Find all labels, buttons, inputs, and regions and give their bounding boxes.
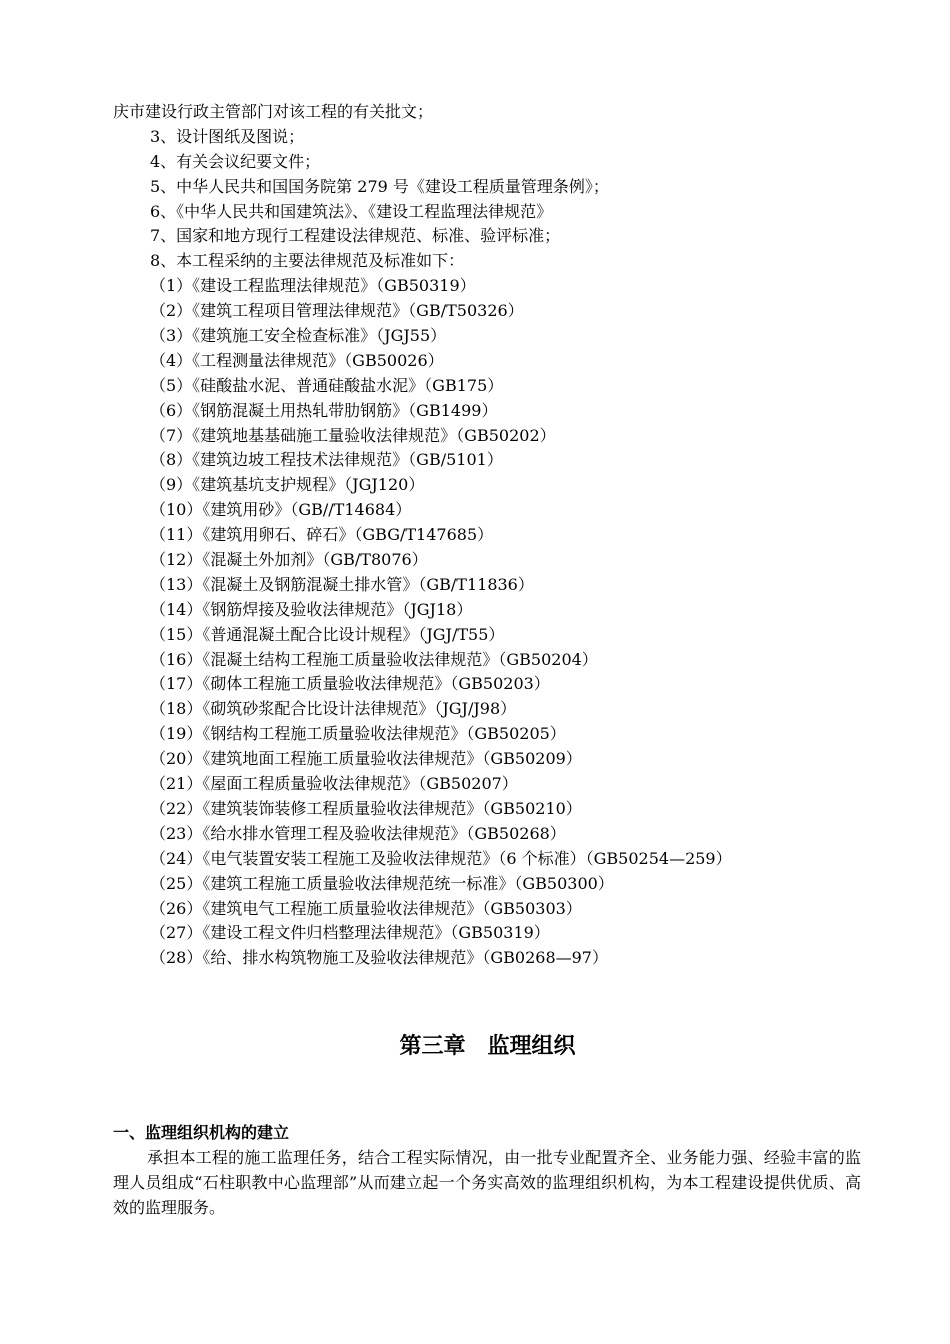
list-item: （12）《混凝土外加剂》（GB/T8076） [150,550,428,570]
list-item: 6、《中华人民共和国建筑法》、《建设工程监理法律规范》 [150,201,553,221]
list-item: 7、国家和地方现行工程建设法律规范、标准、验评标准； [150,226,561,246]
list-item: （5）《硅酸盐水泥、普通硅酸盐水泥》（GB175） [150,375,504,395]
list-item: 5、中华人民共和国国务院第 279 号《建设工程质量管理条例》； [150,176,609,196]
list-item: （18）《砌筑砂浆配合比设计法律规范》（JGJ/J98） [150,699,517,719]
list-item: （27）《建设工程文件归档整理法律规范》（GB50319） [150,923,550,943]
list-item: （15）《普通混凝土配合比设计规程》（JGJ/T55） [150,624,505,644]
list-item: （1）《建设工程监理法律规范》（GB50319） [150,276,476,296]
list-item: （24）《电气装置安装工程施工及验收法律规范》（6 个标准）（GB50254—259） [150,848,732,868]
intro-line: 庆市建设行政主管部门对该工程的有关批文； [113,102,434,121]
list-item: （7）《建筑地基基础施工量验收法律规范》（GB50202） [150,425,556,445]
list-item: （21）《屋面工程质量验收法律规范》（GB50207） [150,774,518,794]
list-item: （3）《建筑施工安全检查标准》（JGJ55） [150,326,447,346]
section-heading: 一、监理组织机构的建立 [113,1123,290,1142]
list-item: 3、设计图纸及图说； [150,126,305,146]
list-item: （19）《钢结构工程施工质量验收法律规范》（GB50205） [150,724,566,744]
list-item: （26）《建筑电气工程施工质量验收法律规范》（GB50303） [150,898,582,918]
list-item: （4）《工程测量法律规范》（GB50026） [150,350,444,370]
section-body: 承担本工程的施工监理任务，结合工程实际情况，由一批专业配置齐全、业务能力强、经验丰富的监理人员组成“石柱职教中心监理部”从而建立起一个务实高效的监理组织机构，为本工程建设提供优质、高效的监理服务。 [113,1148,861,1217]
list-item: （2）《建筑工程项目管理法律规范》（GB/T50326） [150,301,524,321]
list-item: （10）《建筑用砂》（GB//T14684） [150,500,412,520]
list-item: （22）《建筑装饰装修工程质量验收法律规范》（GB50210） [150,798,582,818]
list-item: 4、有关会议纪要文件； [150,151,321,171]
list-item: （14）《钢筋焊接及验收法律规范》（JGJ18） [150,599,473,619]
list-item: （13）《混凝土及钢筋混凝土排水管》（GB/T11836） [150,574,534,594]
list-item: （6）《钢筋混凝土用热轧带肋钢筋》（GB1499） [150,400,498,420]
chapter-title: 第三章 监理组织 [399,1033,576,1059]
list-item: （11）《建筑用卵石、碎石》（GBG/T147685） [150,525,494,545]
list-item: （17）《砌体工程施工质量验收法律规范》（GB50203） [150,674,550,694]
list-item: （9）《建筑基坑支护规程》（JGJ120） [150,475,425,495]
basis-list [150,125,732,971]
list-item: （16）《混凝土结构工程施工质量验收法律规范》（GB50204） [150,649,598,669]
list-item: （20）《建筑地面工程施工质量验收法律规范》（GB50209） [150,749,582,769]
list-item: （23）《给水排水管理工程及验收法律规范》（GB50268） [150,823,566,843]
list-item: （8）《建筑边坡工程技术法律规范》（GB/5101） [150,450,503,470]
list-item: 8、本工程采纳的主要法律规范及标准如下： [150,251,465,271]
list-item: （25）《建筑工程施工质量验收法律规范统一标准》（GB50300） [150,873,614,893]
list-item: （28）《给、排水构筑物施工及验收法律规范》（GB0268—97） [150,948,608,968]
